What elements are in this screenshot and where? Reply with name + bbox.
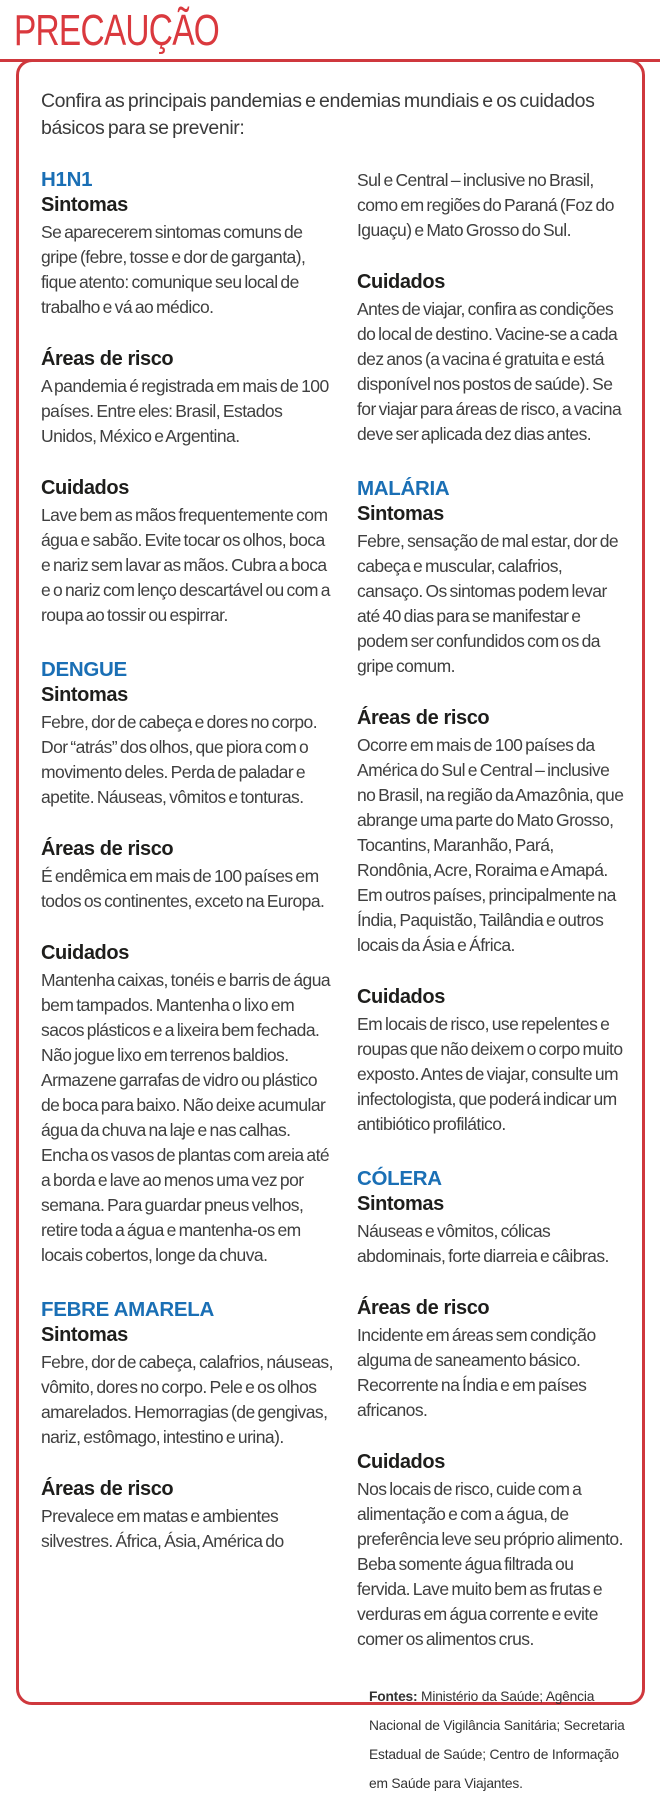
column-right-sections <box>357 168 624 1652</box>
block-text: Se aparecerem sintomas comuns de gripe (febre, tosse e dor de garganta), fique atento: comunique seu local de trabalho e vá ao médico. <box>41 222 306 317</box>
block-text: Sul e Central – inclusive no Brasil, como em regiões do Paraná (Foz do Iguaçu) e Mato Grosso do Sul. <box>357 170 614 240</box>
block-heading: Sintomas <box>357 503 444 525</box>
disease-section <box>41 1298 333 1554</box>
block-text: Mantenha caixas, tonéis e barris de água bem tampados. Mantenha o lixo em sacos plásticos e a lixeira bem fechada. Não jogue lixo em terrenos baldios. Armazene garrafas de vidro ou plástico de boca para baixo. Não deixe acumular água da chuva na laje e nas calhas. Encha os vasos de plantas com areia até a borda e lave ao menos uma vez por semana. Para guardar pneus velhos, retire toda a água e mantenha-os em locais cobertos, longe da chuva. <box>41 970 331 1265</box>
block-text: Ocorre em mais de 100 países da América do Sul e Central – inclusive no Brasil, na região da Amazônia, que abrange uma parte do Mato Grosso, Tocantins, Maranhão, Pará, Rondônia, Acre, Roraima e Amapá. Em outros países, principalmente na Índia, Paquistão, Tailândia e outros locais da Ásia e África. <box>357 735 624 955</box>
block-heading: Sintomas <box>41 684 128 706</box>
block-text: Nos locais de risco, cuide com a alimentação e com a água, de preferência leve seu próprio alimento. Beba somente água filtrada ou fervida. Lave muito bem as frutas e verduras em água corrente e evite comer os alimentos crus. <box>357 1479 623 1649</box>
disease-name: DENGUE <box>41 658 127 681</box>
column-left <box>41 168 333 1798</box>
block-heading: Cuidados <box>357 271 445 293</box>
block-text: A pandemia é registrada em mais de 100 países. Entre eles: Brasil, Estados Unidos, México e Argentina. <box>41 376 329 446</box>
block-text: Febre, dor de cabeça, calafrios, náuseas, vômito, dores no corpo. Pele e os olhos amarelados. Hemorragias (de gengivas, nariz, estômago, intestino e urina). <box>41 1352 333 1447</box>
block-text: Antes de viajar, confira as condições do local de destino. Vacine-se a cada dez anos (a vacina é gratuita e está disponível nos postos de saúde). Se for viajar para áreas de risco, a vacina deve ser aplicada dez dias antes. <box>357 299 622 444</box>
disease-section <box>41 168 333 628</box>
block-heading: Cuidados <box>41 477 129 499</box>
block-text: Febre, sensação de mal estar, dor de cabeça e muscular, calafrios, cansaço. Os sintomas podem levar até 40 dias para se manifestar e podem ser confundidos com os da gripe comum. <box>357 531 619 676</box>
intro-text: Confira as principais pandemias e endemias mundiais e os cuidados básicos para se prevenir: <box>41 90 595 139</box>
block-heading: Sintomas <box>41 194 128 216</box>
columns-container <box>41 168 624 1798</box>
disease-section <box>41 658 333 1268</box>
disease-section <box>357 477 624 1137</box>
column-right <box>357 168 624 1798</box>
block-text: Lave bem as mãos frequentemente com água e sabão. Evite tocar os olhos, boca e nariz sem lavar as mãos. Cubra a boca e o nariz com lenço descartável ou com a roupa ao tossir ou espirrar. <box>41 505 330 625</box>
sources-label: Fontes: <box>369 1689 418 1704</box>
block-heading: Áreas de risco <box>357 707 490 729</box>
block-heading: Cuidados <box>357 986 445 1008</box>
sources-note <box>369 1682 627 1798</box>
block-heading: Sintomas <box>357 1193 444 1215</box>
block-heading: Áreas de risco <box>41 1478 174 1500</box>
block-text: Náuseas e vômitos, cólicas abdominais, forte diarreia e câibras. <box>357 1221 609 1266</box>
block-heading: Áreas de risco <box>41 348 174 370</box>
block-heading: Áreas de risco <box>41 838 174 860</box>
disease-name: MALÁRIA <box>357 477 450 500</box>
column-left-sections <box>41 168 333 1554</box>
block-heading: Cuidados <box>41 942 129 964</box>
block-text: É endêmica em mais de 100 países em todos os continentes, exceto na Europa. <box>41 866 325 911</box>
block-heading: Sintomas <box>41 1324 128 1346</box>
sources-text: Ministério da Saúde; Agência Nacional de Vigilância Sanitária; Secretaria Estadual de Saúde; Centro de Informação em Saúde para Viajantes. <box>369 1689 625 1791</box>
block-text: Febre, dor de cabeça e dores no corpo. Dor “atrás” dos olhos, que piora com o movimento deles. Perda de paladar e apetite. Náuseas, vômitos e tonturas. <box>41 712 318 807</box>
disease-section <box>357 1167 624 1652</box>
block-heading: Cuidados <box>357 1451 445 1473</box>
page-title: PRECAUÇÃO <box>14 6 219 55</box>
block-text: Em locais de risco, use repelentes e roupas que não deixem o corpo muito exposto. Antes de viajar, consulte um infectologista, que poderá indicar um antibiótico profilático. <box>357 1014 623 1134</box>
disease-name: CÓLERA <box>357 1167 442 1190</box>
disease-name: H1N1 <box>41 168 93 191</box>
block-heading: Áreas de risco <box>357 1297 490 1319</box>
block-text: Prevalece em matas e ambientes silvestres. África, Ásia, América do <box>41 1506 284 1551</box>
content-panel <box>16 59 645 1791</box>
disease-section <box>357 168 624 447</box>
block-text: Incidente em áreas sem condição alguma de saneamento básico. Recorrente na Índia e em países africanos. <box>357 1325 596 1420</box>
disease-name: FEBRE AMARELA <box>41 1298 215 1321</box>
